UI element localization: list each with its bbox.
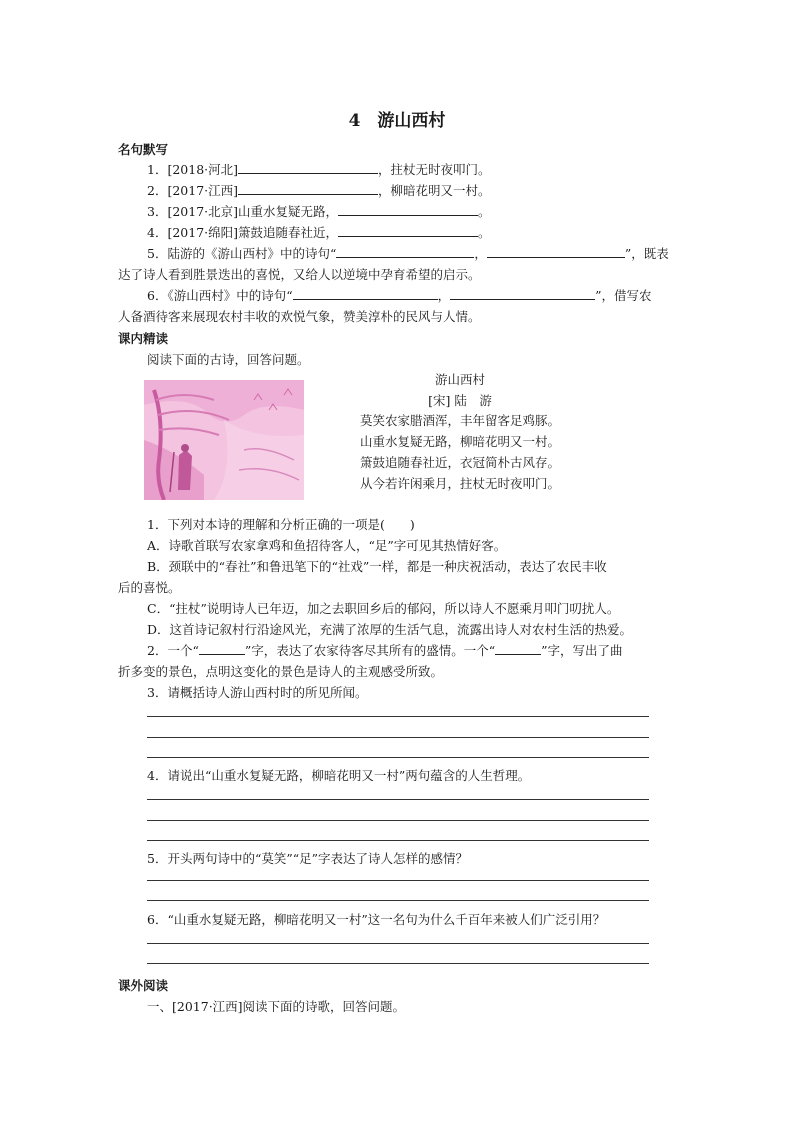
q4-blank[interactable] (338, 223, 478, 237)
section-heading-inclass: 课内精读 (118, 331, 169, 346)
painting-image (144, 380, 304, 500)
question-5: 5．开头两句诗中的“莫笑”“足”字表达了诗人怎样的感情？ (147, 851, 469, 866)
answer-line[interactable] (147, 716, 649, 717)
answer-line[interactable] (147, 757, 649, 758)
answer-line[interactable] (147, 737, 649, 738)
recite-question-5 (147, 244, 669, 264)
answer-line[interactable] (147, 900, 649, 901)
question-1-option-c: C．“拄杖”说明诗人已年迈，加之去职回乡后的郁闷，所以诗人不愿乘月叩门叨扰人。 (147, 601, 620, 616)
q6-blank-1[interactable] (293, 286, 438, 300)
q6-prefix: 6．《游山西村》中的诗句“ (147, 288, 293, 303)
q2-prefix: 2．[2017·江西] (147, 183, 238, 198)
question-1-option-b: B．颈联中的“春社”和鲁迅笔下的“社戏”一样，都是一种庆祝活动，表达了农民丰收 (147, 559, 607, 574)
q4-prefix: 4．[2017·绵阳]箫鼓追随春社近， (147, 225, 338, 240)
q5-mid: ， (474, 246, 487, 261)
q1-prefix: 1．[2018·河北] (147, 162, 238, 177)
q2-suffix: ，柳暗花明又一村。 (378, 183, 491, 198)
answer-line[interactable] (147, 820, 649, 821)
question-1-option-b-continuation: 后的喜悦。 (118, 580, 181, 595)
recite-question-4 (147, 223, 491, 243)
landscape-painting (144, 380, 304, 500)
section-heading-recite: 名句默写 (118, 142, 169, 157)
poem-line-2: 山重水复疑无路，柳暗花明又一村。 (359, 434, 560, 449)
question-1-option-a: A．诗歌首联写农家拿鸡和鱼招待客人，“足”字可见其热情好客。 (147, 538, 507, 553)
q6-blank-2[interactable] (450, 286, 595, 300)
recite-question-6 (147, 286, 652, 306)
q5-suffix: ”，既表 (624, 246, 669, 261)
recite-question-3 (147, 202, 491, 222)
question-4: 4．请说出“山重水复疑无路，柳暗花明又一村”两句蕴含的人生哲理。 (147, 768, 531, 783)
q5-prefix: 5．陆游的《游山西村》中的诗句“ (147, 246, 337, 261)
q2-blank-2[interactable] (495, 641, 541, 655)
recite-question-6-continuation: 人备酒待客来展现农村丰收的欢悦气象，赞美淳朴的民风与人情。 (118, 309, 481, 324)
poem-title: 游山西村 (434, 372, 485, 387)
poem-author: [宋] 陆 游 (428, 393, 492, 408)
answer-line[interactable] (147, 880, 649, 881)
q2-part-b: ”字，表达了农家待客尽其所有的盛情。一个“ (244, 643, 496, 658)
poem-line-1: 莫笑农家腊酒浑，丰年留客足鸡豚。 (359, 413, 560, 428)
question-2 (147, 641, 623, 661)
question-1-stem: 1．下列对本诗的理解和分析正确的一项是( ) (147, 517, 415, 532)
q2-blank[interactable] (238, 181, 378, 195)
q1-blank[interactable] (238, 160, 378, 174)
question-1-option-d: D．这首诗记叙村行沿途风光，充满了浓厚的生活气息，流露出诗人对农村生活的热爱。 (147, 622, 633, 637)
q2-part-a: 2．一个“ (147, 643, 199, 658)
q6-mid: ， (437, 288, 451, 303)
recite-question-2 (147, 181, 491, 201)
q5-blank-2[interactable] (487, 244, 625, 258)
q3-blank[interactable] (338, 202, 478, 216)
q3-prefix: 3．[2017·北京]山重水复疑无路， (147, 204, 338, 219)
q5-blank-1[interactable] (336, 244, 474, 258)
poem-line-4: 从今若许闲乘月，拄杖无时夜叩门。 (359, 476, 560, 491)
recite-question-1 (147, 160, 491, 180)
question-2-continuation: 折多变的景色，点明这变化的景色是诗人的主观感受所致。 (118, 664, 444, 679)
answer-line[interactable] (147, 799, 649, 800)
recite-question-5-continuation: 达了诗人看到胜景迭出的喜悦，又给人以逆境中孕育希望的启示。 (118, 267, 481, 282)
answer-line[interactable] (147, 943, 649, 944)
outclass-intro: 一、[2017·江西]阅读下面的诗歌，回答问题。 (147, 999, 406, 1014)
q2-part-c: ”字，写出了曲 (541, 643, 623, 658)
q4-suffix: 。 (478, 225, 491, 240)
q3-suffix: 。 (478, 204, 491, 219)
answer-line[interactable] (147, 840, 649, 841)
question-3: 3．请概括诗人游山西村时的所见所闻。 (147, 685, 368, 700)
question-6: 6．“山重水复疑无路，柳暗花明又一村”这一名句为什么千百年来被人们广泛引用？ (147, 912, 606, 927)
section-heading-outclass: 课外阅读 (118, 978, 169, 993)
page-title: 4 游山西村 (348, 111, 446, 131)
poem-line-3: 箫鼓追随春社近，衣冠简朴古风存。 (359, 455, 560, 470)
reading-intro: 阅读下面的古诗，回答问题。 (147, 352, 310, 367)
q6-suffix: ”，借写农 (595, 288, 652, 303)
q1-suffix: ，拄杖无时夜叩门。 (378, 162, 491, 177)
q2-blank-1[interactable] (199, 641, 245, 655)
answer-line[interactable] (147, 963, 649, 964)
